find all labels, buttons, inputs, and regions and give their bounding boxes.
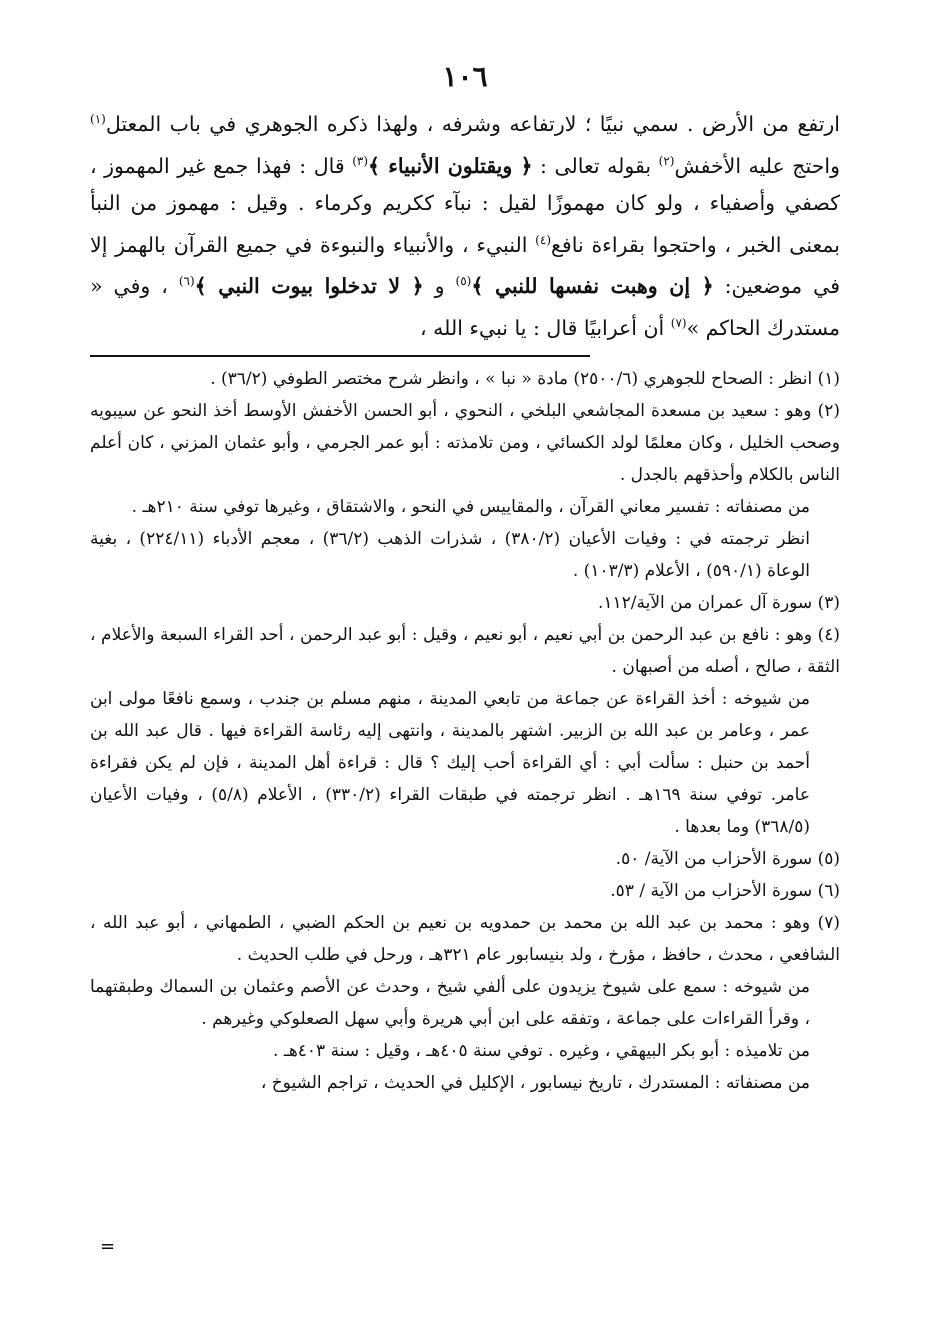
- footnote-ref: (٤): [535, 232, 551, 247]
- main-text-part: بقوله تعالى :: [532, 153, 659, 178]
- footnote-4-teachers: من شيوخه : أخذ القراءة عن جماعة من تابعي المدينة ، منهم مسلم بن جندب ، وسمع نافعًا مولى ابن عمر ، وعامر بن عبد الله بن الزبير. اشتهر بالمدينة ، وانتهى إليه رئاسة القراءة فيها . قال عبد الله بن أحمد بن حنبل : سألت أبي : أي القراءة أحب إليك ؟ قال : قراءة أهل المدينة ، فإن لم يكن فقراءة عامر. توفي سنة ١٦٩هـ . انظر ترجمته في طبقات القراء (٣٣٠/٢) ، الأعلام (٥/٨) ، وفيات الأعيان (٣٦٨/٥) وما بعدها .: [90, 689, 810, 838]
- footnote-divider: [90, 355, 590, 357]
- main-text-part: و: [423, 274, 456, 299]
- footnote-ref: (١): [90, 112, 106, 126]
- footnote-7-students: من تلاميذه : أبو بكر البيهقي ، وغيره . توفي سنة ٤٠٥هـ ، وقيل : سنة ٤٠٣هـ .: [273, 1041, 810, 1062]
- page: [90, 60, 840, 1099]
- footnote-7-teachers: من شيوخه : سمع على شيوخ يزيدون على ألفي شيخ ، وحدث عن الأصم وعثمان بن السماك وطبقتهما ، وقرأ القراءات على جماعة ، وتفقه على ابن أبي هريرة وأبي سهل الصعلوكي وغيرهم .: [90, 977, 810, 1030]
- continuation-mark: =: [100, 1236, 116, 1257]
- footnote-3: (٣) سورة آل عمران من الآية/١١٢.: [597, 593, 840, 614]
- footnote-1: (١) انظر : الصحاح للجوهري (٢٥٠٠/٦) مادة « نبا » ، وانظر شرح مختصر الطوفي (٣٦/٢) .: [210, 369, 840, 390]
- footnote-6: (٦) سورة الأحزاب من الآية / ٥٣.: [610, 881, 840, 902]
- footnotes: [90, 363, 840, 1099]
- footnote-ref: (٥): [455, 274, 472, 289]
- page-number: ١٠٦: [442, 60, 488, 93]
- footnote-7-works: من مصنفاته : المستدرك ، تاريخ نيسابور ، الإكليل في الحديث ، تراجم الشيوخ ،: [260, 1073, 810, 1094]
- main-paragraph: [90, 101, 840, 347]
- footnote-4: (٤) وهو : نافع بن عبد الرحمن بن أبي نعيم ، أبو نعيم ، وقيل : أبو عبد الرحمن ، أحد القراء السبعة والأعلام ، الثقة ، صالح ، أصله من أصبهان .: [90, 625, 840, 678]
- main-text-part: النبيء ، والأنبياء والنبوءة في جميع القرآن بالهمز إلا في موضعين:: [90, 232, 840, 299]
- main-text: [90, 101, 840, 347]
- main-text-part: ارتفع من الأرض . سمي نبيًا ؛ لارتفاعه وشرفه ، ولهذا ذكره الجوهري في باب المعتل: [105, 111, 840, 136]
- footnote-ref: (٧): [670, 316, 687, 331]
- footnote-2-works: من مصنفاته : تفسير معاني القرآن ، والمقاييس في النحو ، والاشتقاق ، وغيرها توفي سنة ٢١٠هـ .: [131, 497, 810, 518]
- main-text-part: أن أعرابيًا قال : يا نبيء الله ،: [420, 316, 671, 341]
- footnote-5: (٥) سورة الأحزاب من الآية/ ٥٠.: [615, 849, 840, 870]
- main-text-part: ، وفي « مستدرك الحاكم »: [90, 274, 840, 341]
- footnote-ref: (٢): [658, 153, 675, 168]
- footnote-2: (٢) وهو : سعيد بن مسعدة المجاشعي البلخي ، النحوي ، أبو الحسن الأخفش الأوسط أخذ النحو عن سيبويه وصحب الخليل ، وكان معلمًا لولد الكسائي ، ومن تلامذته : أبو عمر الجرمي ، وأبو عثمان المزني ، كان أعلم الناس بالكلام وأحذقهم بالجدل .: [90, 401, 840, 486]
- footnote-2-sources: انظر ترجمته في : وفيات الأعيان (٣٨٠/٢) ، شذرات الذهب (٣٦/٢) ، معجم الأدباء (٢٢٤/١١) ، بغية الوعاة (٥٩٠/١) ، الأعلام (١٠٣/٣) .: [90, 529, 810, 582]
- footnote-7: (٧) وهو : محمد بن عبد الله بن محمد بن حمدويه بن نعيم بن الحكم الضبي ، الطمهاني ، أبو عبد الله ، الشافعي ، محدث ، حافظ ، مؤرخ ، ولد بنيسابور عام ٣٢١هـ ، ورحل في طلب الحديث .: [90, 913, 840, 966]
- quran-quote: ﴿ لا تدخلوا بيوت النبي ﴾: [194, 274, 424, 299]
- main-text-part: قال : فهذا جمع غير المهموز ، كصفي وأصفياء ، ولو كان مهموزًا لقيل : نبآء ككريم وكرماء . وقيل : مهموز من النبأ بمعنى الخبر ، واحتجوا بقراءة نافع: [90, 153, 840, 257]
- footnote-ref: (٣): [352, 153, 369, 168]
- main-text-part: واحتج عليه الأخفش: [674, 153, 840, 178]
- quran-quote: ﴿ إن وهبت نفسها للنبي ﴾: [471, 274, 714, 299]
- footnote-ref: (٦): [178, 274, 195, 289]
- quran-quote: ﴿ ويقتلون الأنبياء ﴾: [368, 153, 533, 178]
